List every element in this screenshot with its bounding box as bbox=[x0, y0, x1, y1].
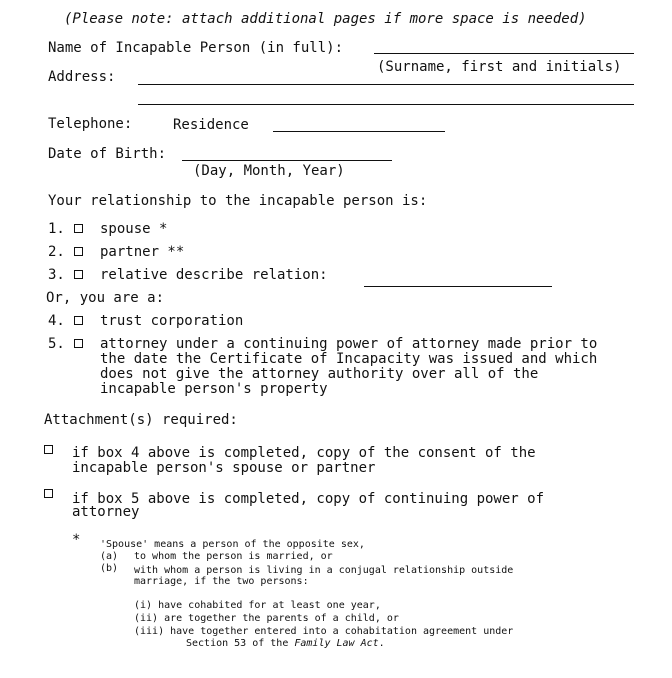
name-label: Name of Incapable Person (in full): bbox=[48, 40, 344, 56]
spouse-checkbox[interactable] bbox=[74, 224, 83, 233]
attorney-label-line: does not give the attorney authority over all of the bbox=[100, 366, 539, 382]
footnote-section-prefix: Section 53 of the bbox=[186, 638, 295, 649]
attachment-line: attorney bbox=[72, 504, 140, 520]
footnote-line: (ii) are together the parents of a child, or bbox=[134, 613, 399, 624]
footnote-line: 'Spouse' means a person of the opposite sex, bbox=[100, 539, 365, 550]
attorney-checkbox[interactable] bbox=[74, 339, 83, 348]
option-number: 2. bbox=[48, 244, 65, 260]
residence-phone-field[interactable] bbox=[273, 131, 445, 132]
or-label: Or, you are a: bbox=[46, 290, 165, 306]
partner-option-label: partner ** bbox=[100, 244, 185, 260]
family-law-act-title: Family Law Act bbox=[294, 638, 379, 649]
attorney-label-line: the date the Certificate of Incapacity was issued and which bbox=[100, 351, 598, 367]
trust-corporation-checkbox[interactable] bbox=[74, 316, 83, 325]
footnote-line: (i) have cohabited for at least one year, bbox=[134, 600, 381, 611]
footnote-mark: (a) bbox=[100, 551, 119, 562]
footnote-line: with whom a person is living in a conjugal relationship outside bbox=[134, 565, 514, 576]
partner-checkbox[interactable] bbox=[74, 247, 83, 256]
relative-checkbox[interactable] bbox=[74, 270, 83, 279]
attachments-heading: Attachment(s) required: bbox=[44, 412, 238, 428]
attachment-line: if box 4 above is completed, copy of the consent of the bbox=[72, 445, 536, 461]
spouse-option-label: spouse * bbox=[100, 221, 168, 237]
residence-label: Residence bbox=[173, 117, 249, 133]
option-number: 3. bbox=[48, 267, 65, 283]
trust-corporation-label: trust corporation bbox=[100, 313, 244, 329]
footnote-line: to whom the person is married, or bbox=[134, 551, 333, 562]
address-field-line-2[interactable] bbox=[138, 104, 634, 105]
attorney-label-line: incapable person's property bbox=[100, 381, 328, 397]
footnote-star: * bbox=[72, 532, 81, 548]
relation-description-field[interactable] bbox=[364, 286, 552, 287]
footnote-line bbox=[186, 638, 385, 650]
attachment-line: incapable person's spouse or partner bbox=[72, 460, 376, 476]
telephone-label: Telephone: bbox=[48, 116, 133, 132]
footnote-mark: (b) bbox=[100, 563, 119, 574]
page-note: (Please note: attach additional pages if more space is needed) bbox=[64, 11, 587, 27]
dob-hint: (Day, Month, Year) bbox=[193, 163, 345, 179]
footnote-line: (iii) have together entered into a cohabitation agreement under bbox=[134, 626, 514, 637]
address-field-line-1[interactable] bbox=[138, 84, 634, 85]
option-number: 4. bbox=[48, 313, 65, 329]
attorney-label-line: attorney under a continuing power of attorney made prior to bbox=[100, 336, 598, 352]
dob-label: Date of Birth: bbox=[48, 146, 167, 162]
footnote-line: marriage, if the two persons: bbox=[134, 576, 309, 587]
option-number: 1. bbox=[48, 221, 65, 237]
dob-field[interactable] bbox=[182, 160, 392, 161]
address-label: Address: bbox=[48, 69, 116, 85]
name-field[interactable] bbox=[374, 53, 634, 54]
name-hint: (Surname, first and initials) bbox=[377, 59, 622, 75]
attachment-line: if box 5 above is completed, copy of continuing power of bbox=[72, 491, 545, 507]
attachment-poa-checkbox[interactable] bbox=[44, 489, 53, 498]
relationship-heading: Your relationship to the incapable person is: bbox=[48, 193, 428, 209]
attachment-consent-checkbox[interactable] bbox=[44, 445, 53, 454]
footnote-section-suffix: . bbox=[378, 638, 385, 649]
relative-option-label: relative describe relation: bbox=[100, 267, 328, 283]
option-number: 5. bbox=[48, 336, 65, 352]
